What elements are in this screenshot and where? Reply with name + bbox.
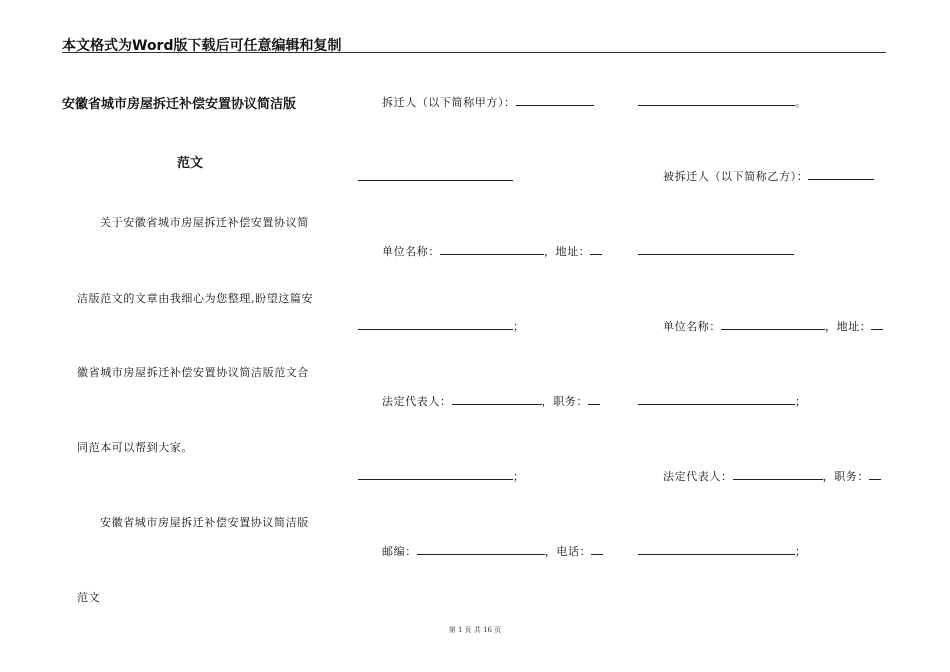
unit-name-blank: [721, 318, 825, 330]
demolisher-cont: [638, 94, 807, 110]
demolished-blank: [808, 168, 874, 180]
demolisher-blank: [638, 94, 795, 106]
intro-line-2: 洁版范文的文章由我细心为您整理,盼望这篇安: [77, 292, 314, 305]
unit-name-label: 单位名称：: [663, 320, 721, 333]
postcode-label: 邮编：: [382, 545, 417, 558]
address-blank: [590, 243, 602, 255]
document-header: 本文格式为Word版下载后可任意编辑和复制: [62, 38, 342, 54]
semicolon-mark: ；: [513, 470, 525, 483]
party-b-unit-row: [663, 318, 883, 334]
doc-title-line1: 安徽省城市房屋拆迁补偿安置协议简洁版: [62, 97, 297, 112]
phone-label: ，电话：: [544, 545, 592, 558]
legal-rep-blank: [452, 393, 542, 405]
semicolon-mark: ；: [795, 395, 807, 408]
demolished-label: 被拆迁人（以下简称乙方）：: [663, 170, 809, 183]
doc-title-line2: 范文: [177, 156, 204, 171]
address-label: ，地址：: [544, 245, 591, 258]
title-repeat-line-2: 范文: [77, 591, 101, 604]
legal-rep-label: 法定代表人：: [382, 395, 452, 408]
party-a-rep-row: [382, 393, 600, 409]
party-a-position-cont-right: [638, 393, 807, 409]
address-blank: [871, 318, 883, 330]
blank-line: [358, 180, 513, 181]
position-blank: [588, 393, 600, 405]
demolished-row: [663, 168, 874, 184]
phone-blank: [638, 543, 795, 555]
party-b-rep-row: [663, 468, 881, 484]
party-a-position-cont: [358, 468, 525, 484]
title-repeat-line-1: 安徽省城市房屋拆迁补偿安置协议简洁版: [100, 516, 309, 529]
position-blank: [358, 468, 513, 480]
demolisher-blank: [516, 94, 594, 106]
unit-name-label: 单位名称：: [382, 245, 440, 258]
header-divider: [62, 52, 886, 53]
position-blank: [869, 468, 881, 480]
demolisher-label: [382, 94, 594, 110]
party-a-address-cont: [358, 318, 525, 334]
intro-line-1: 关于安徽省城市房屋拆迁补偿安置协议简: [100, 216, 309, 229]
position-label: ，职务：: [822, 470, 870, 483]
period-mark: 。: [795, 96, 807, 109]
semicolon-mark: ；: [513, 320, 525, 333]
legal-rep-blank: [733, 468, 823, 480]
intro-line-4: 同范本可以帮到大家。: [77, 441, 193, 454]
position-blank: [638, 393, 795, 405]
demolisher-label-text: 拆迁人（以下简称甲方）：: [382, 96, 516, 109]
phone-cont: [638, 543, 807, 559]
address-label: ，地址：: [825, 320, 872, 333]
phone-blank: [591, 543, 603, 555]
party-a-contact-row: [382, 543, 603, 559]
unit-name-blank: [440, 243, 544, 255]
intro-line-3: 徽省城市房屋拆迁补偿安置协议简洁版范文合: [77, 366, 309, 379]
position-label: ，职务：: [541, 395, 589, 408]
postcode-blank: [417, 543, 545, 555]
page-number: 第 1 页 共 16 页: [448, 626, 502, 634]
semicolon-mark: ；: [795, 545, 807, 558]
blank-line: [638, 254, 794, 255]
legal-rep-label: 法定代表人：: [663, 470, 733, 483]
address-blank: [358, 318, 513, 330]
party-a-unit-row: [382, 243, 602, 259]
